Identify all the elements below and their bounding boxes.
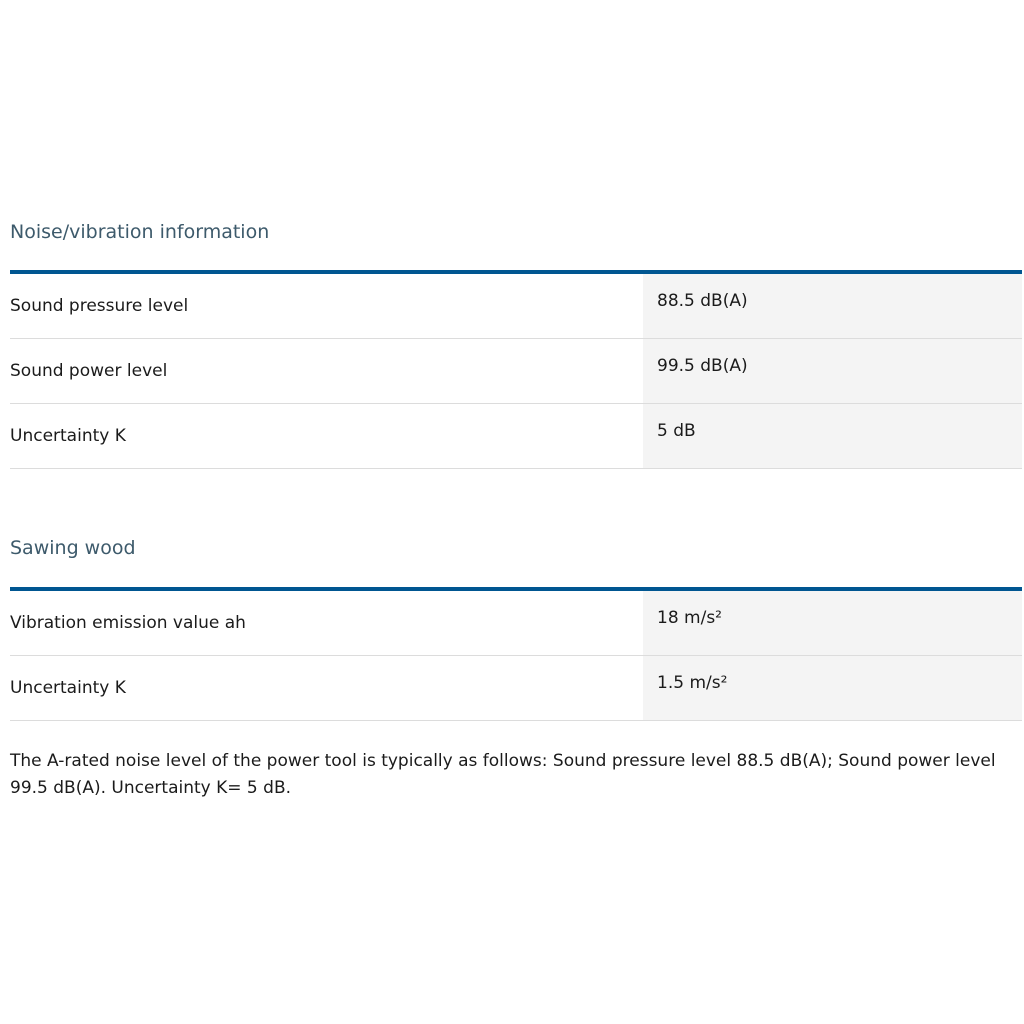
spec-value: 88.5 dB(A)	[643, 274, 1022, 338]
spec-value: 1.5 m/s²	[643, 656, 1022, 720]
spec-value: 99.5 dB(A)	[643, 339, 1022, 403]
spec-label: Uncertainty K	[10, 426, 126, 446]
table-row	[10, 339, 1022, 404]
spec-table-noise-vibration	[10, 270, 1022, 469]
spec-value: 18 m/s²	[643, 591, 1022, 655]
spec-label: Sound pressure level	[10, 296, 189, 316]
spec-table-sawing-wood	[10, 587, 1022, 721]
table-row	[10, 656, 1022, 721]
table-row	[10, 274, 1022, 339]
spec-label: Uncertainty K	[10, 678, 126, 698]
noise-level-note: The A-rated noise level of the power tool is typically as follows: Sound pressure level 88.5 dB(A); Sound power level 99.5 dB(A). Uncertainty K= 5 dB.	[10, 751, 996, 798]
section-title-sawing-wood: Sawing wood	[10, 537, 136, 559]
spec-value: 5 dB	[643, 404, 1022, 468]
spec-label: Vibration emission value ah	[10, 613, 246, 633]
section-title-noise-vibration: Noise/vibration information	[10, 221, 270, 243]
spec-label: Sound power level	[10, 361, 168, 381]
table-row	[10, 591, 1022, 656]
table-row	[10, 404, 1022, 469]
